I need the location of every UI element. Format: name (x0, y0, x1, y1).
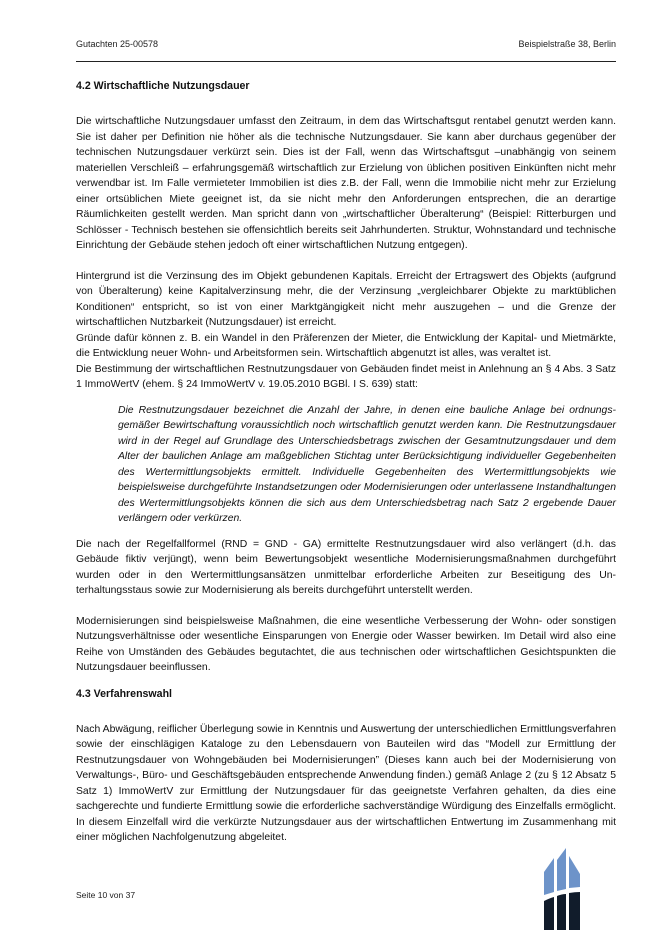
paragraph: Die Bestimmung der wirtschaftlichen Restnutzungsdauer von Gebäuden findet meist in Anlehnung an § 4 Abs. 3 Satz 1 ImmoWertV (ehem. § 24 ImmoWertV v. 19.05.2010 BGBl. I S. 639) statt: (76, 363, 616, 390)
section-heading: 4.2 Wirtschaftliche Nutzungsdauer (76, 80, 250, 92)
page-number: Seite 10 von 37 (76, 890, 136, 900)
paragraph: Modernisierungen sind beispielsweise Maßnahmen, die eine wesentliche Verbesserung der Wohn- oder sonstigen Nutzungsverhältnisse oder wesentliche Einsparungen von Energie oder Wasser bewirken. Im Detail wird also eine Reihe von Umständen des Gebäudes begutachtet, die aus technischen oder wirtschaftlichen Gesichtspunkten die Nutzungsdauer beeinflussen. (76, 615, 616, 673)
property-address: Beispielstraße 38, Berlin (518, 39, 616, 49)
paragraph: Die nach der Regelfallformel (RND = GND - GA) ermittelte Restnutzungsdauer wird also verlängert (d.h. das Gebäude fiktiv verjüngt), wenn beim Bewertungsobjekt wesentliche Modernisierungsmaßnahmen durchgeführt wurden oder in den Wertermittlungsansätzen unmittelbar erforderliche Arbeiten zur Beseitigung des Unterhaltungsstaus sowie zur Modernisierung als bereits durchgeführt unterstellt werden. (76, 538, 616, 596)
page-content (76, 79, 616, 846)
paragraph: Gründe dafür können z. B. ein Wandel in den Präferenzen der Mieter, die Entwicklung der Kapital- und Mietmärkte, die Entwicklung neuer Wohn- und Arbeitsformen sein. Wirtschaftlich abgenutzt ist alles, was veraltet ist. (76, 332, 616, 359)
legal-quote: Die Restnutzungsdauer bezeichnet die Anzahl der Jahre, in denen eine bauliche Anlage bei ordnungsgemäßer Bewirtschaftung voraussichtlich noch wirtschaftlich genutzt werden kann. Die Restnutzungsdauer wird in der Regel auf Grundlage des Unterschiedsbetrags zwischen der Gesamtnutzungsdauer und dem Alter der baulichen Anlage am maßgeblichen Stichtag unter Berücksichtigung individueller Gegebenheiten des Wertermittlungsobjekts ermittelt. Individuelle Gegebenheiten des Wertermittlungsobjekts wie beispielsweise durchgeführte Instandsetzungen oder Modernisierungen oder unterlassene Instandhaltungen des Wertermittlungsobjekts können die sich aus dem Unterschiedsbetrag nach Satz 2 ergebende Dauer verlängern oder verkürzen. (118, 404, 616, 524)
paragraph: Hintergrund ist die Verzinsung des im Objekt gebundenen Kapitals. Erreicht der Ertragswert des Objekts (aufgrund von Überalterung) keine Kapitalverzinsung mehr, die der Verzinsung „vergleichbarer Objekte zu marktüblichen Konditionen“ entspricht, so ist von einer Marktgängigkeit nicht mehr auszugehen – und die Grenze der wirtschaftlichen Nutzbarkeit (Nutzungsdauer) ist erreicht. (76, 270, 616, 328)
paragraph: Die wirtschaftliche Nutzungsdauer umfasst den Zeitraum, in dem das Wirtschaftsgut rentabel genutzt werden kann. Sie ist daher per Definition nie höher als die technische Nutzungsdauer. Sie kann aber durchaus gegenüber der technischen Nutzungsdauer verkürzt sein. Dies ist der Fall, wenn das Wirtschaftsgut –unabhängig von seinem materiellen Verschleiß – erfahrungsgemäß wirtschaftlich zur Erzielung von üblichen positiven Einkünften nicht mehr verwendbar ist. Im Falle vermieteter Immobilien ist dies z.B. der Fall, wenn die Immobilie nicht mehr zur Erzielung einer ortsüblichen Miete geeignet ist, da sie nicht mehr den Anforderungen entsprechen, die an derartige Räumlichkeiten gestellt werden. Man spricht dann von „wirtschaftlicher Überalterung“ (Beispiel: Ritterburgen und Schlösser - Technisch bestehen sie offensichtlich bereits seit Jahrhunderten. Struktur, Wohnstandard und technische Einrichtung der Gebäude stehen jedoch oft einer wirtschaftlichen Nutzung entgegen). (76, 116, 616, 251)
paragraph: Nach Abwägung, reiflicher Überlegung sowie in Kenntnis und Auswertung der unterschiedlichen Ermittlungsverfahren sowie der einschlägigen Kataloge zu den Lebensdauern von Bauteilen wird das “Modell zur Ermittlung der Restnutzungsdauer von Wohngebäuden bei Modernisierungen” (Dieses kann auch bei der Modernisierung von Verwaltungs-, Büro- und Geschäftsgebäuden entsprechende Anwendung finden.) gemäß Anlage 2 (zu § 12 Absatz 5 Satz 1) ImmoWertV zur Ermittlung der Nutzungsdauer für das geeignetste Verfahren gehalten, da dies eine sachgerechte und fundierte Ermittlung sowie die erforderliche sachverständige Würdigung des Einzelfalls ermöglicht. In diesem Einzelfall wird die verkürzte Nutzungsdauer aus der wirtschaftlichen Entwertung im Zusammenhang mit einer möglichen Nachfolgenutzung abgeleitet. (76, 723, 616, 843)
header-divider (76, 61, 616, 62)
section-heading: 4.3 Verfahrenswahl (76, 687, 172, 700)
building-bars-logo-icon (540, 846, 586, 932)
report-number: Gutachten 25-00578 (76, 39, 159, 49)
